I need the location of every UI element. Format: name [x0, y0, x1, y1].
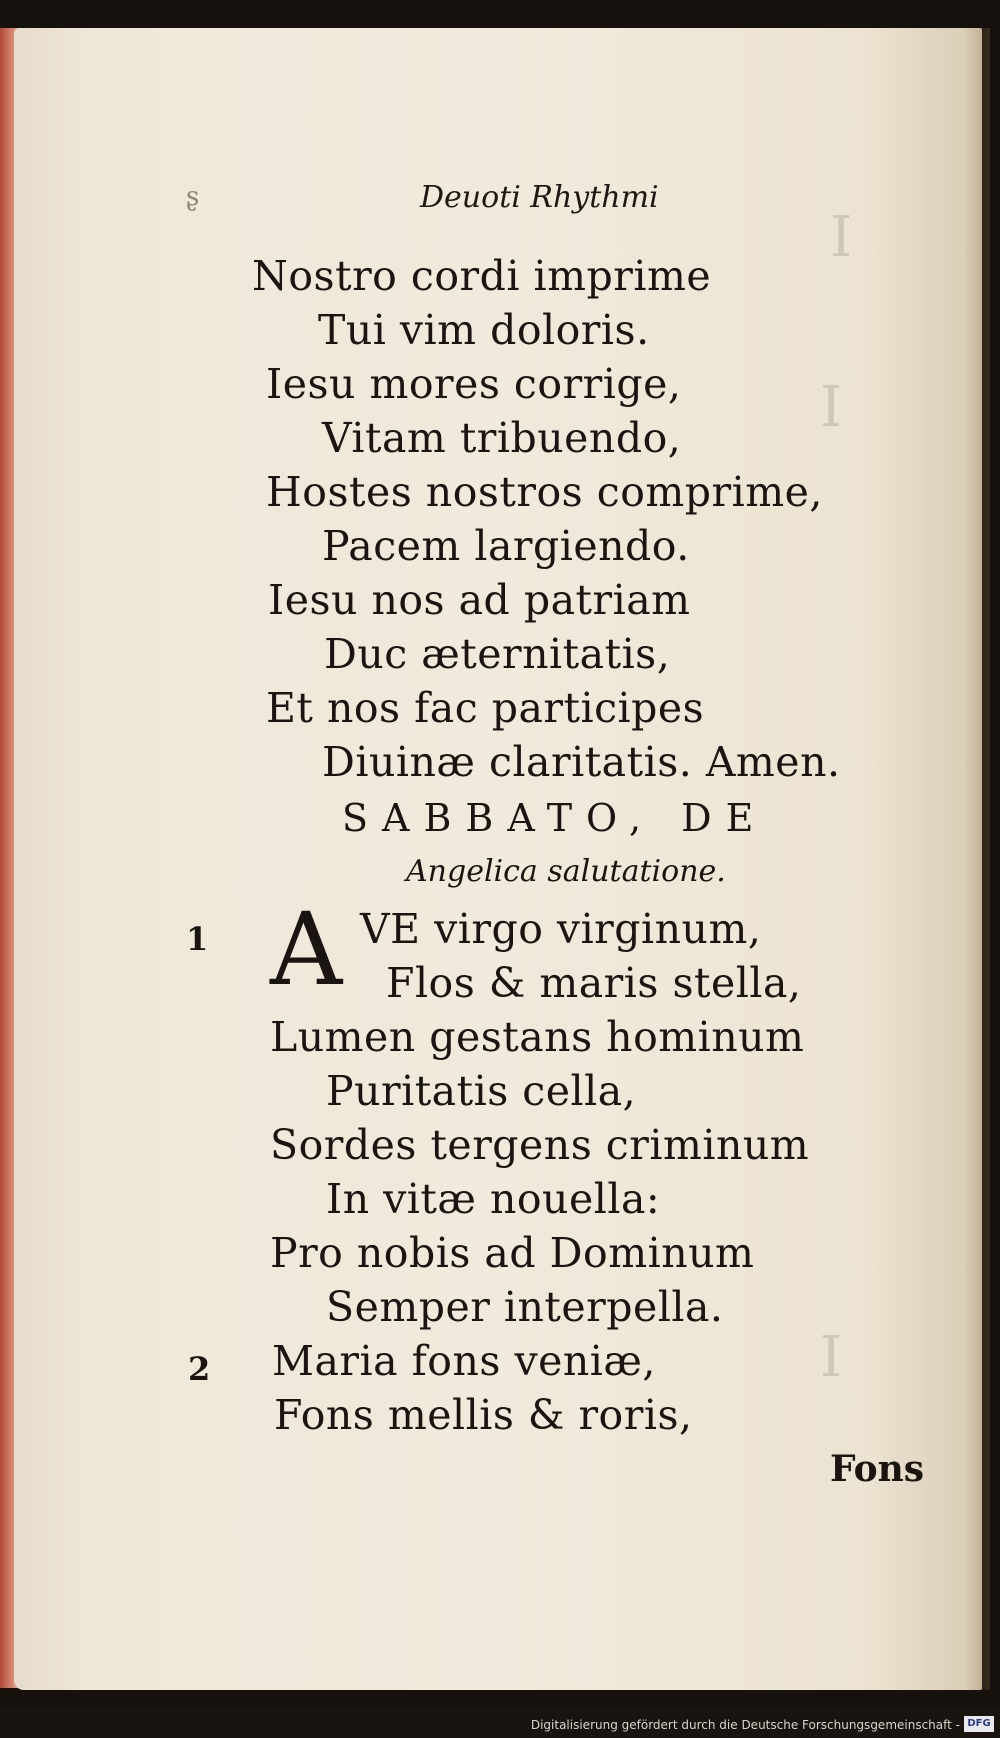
verse-line: Iesu nos ad patriam	[268, 576, 691, 624]
verse-line: Pacem largiendo.	[322, 522, 690, 570]
verse-line: Sordes tergens criminum	[270, 1121, 810, 1169]
verse-line: Iesu mores corrige,	[266, 360, 682, 408]
page-mark: ʂ	[186, 182, 200, 212]
verse-line: Puritatis cella,	[326, 1067, 637, 1115]
running-title: Deuoti Rhythmi	[420, 180, 659, 215]
section-subheading: Angelica salutatione.	[406, 854, 726, 889]
verse-line: Fons mellis & roris,	[274, 1391, 693, 1439]
verse-line: Maria fons veniæ,	[272, 1337, 656, 1385]
section-heading: SABBATO, DE	[342, 796, 768, 840]
verse-line: Et nos fac participes	[266, 684, 705, 732]
verse-line: Diuinæ claritatis. Amen.	[322, 738, 841, 786]
show-through-mark: I	[820, 1325, 843, 1390]
verse-line: Pro nobis ad Dominum	[270, 1229, 755, 1277]
verse-line: Lumen gestans hominum	[270, 1013, 805, 1061]
show-through-mark: I	[830, 205, 853, 270]
verse-line: Flos & maris stella,	[386, 959, 802, 1007]
drop-capital: A	[270, 891, 343, 1008]
verse-line: Duc æternitatis,	[324, 630, 671, 678]
dfg-logo: DFG	[964, 1716, 994, 1732]
verse-line: VE virgo virginum,	[360, 905, 762, 953]
verse-number: 2	[188, 1350, 211, 1388]
verse-line: Hostes nostros comprime,	[266, 468, 823, 516]
verse-line: In vitæ nouella:	[326, 1175, 661, 1223]
verse-line: Tui vim doloris.	[318, 306, 650, 354]
gutter-shadow	[964, 28, 990, 1690]
digitization-credit: Digitalisierung gefördert durch die Deutsche Forschungsgemeinschaft -	[530, 1718, 960, 1732]
verse-number: 1	[186, 920, 209, 958]
show-through-mark: I	[820, 375, 843, 440]
verse-line: Nostro cordi imprime	[252, 252, 712, 300]
verse-line: Vitam tribuendo,	[322, 414, 682, 462]
verse-line: Semper interpella.	[326, 1283, 724, 1331]
catchword: Fons	[830, 1448, 925, 1490]
